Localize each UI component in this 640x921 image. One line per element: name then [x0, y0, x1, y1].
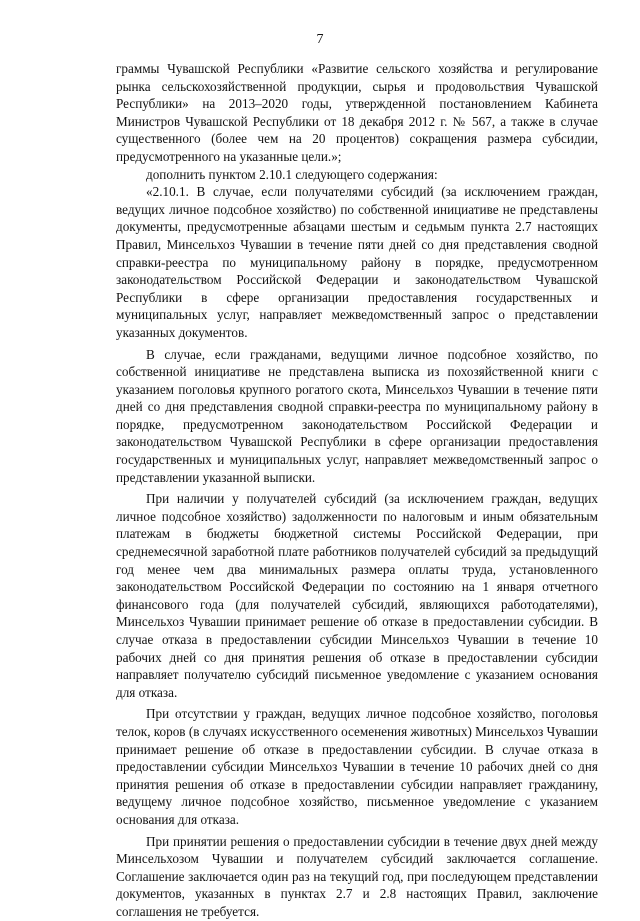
- paragraph-7: При принятии решения о предоставлении субсидии в течение двух дней между Минсельхозом Чувашии и получателем субсидий заключается соглашение. Соглашение заключается один раз на текущий год, при последующем представлении документов, указанных в пунктах 2.7 и 2.8 настоящих Правил, заключение соглашения не требуется.: [116, 833, 598, 919]
- paragraph-4: В случае, если гражданами, ведущими личное подсобное хозяйство, по собственной инициативе не представлена выписка из похозяйственной книги с указанием поголовья крупного рогатого скота, Минсельхоз Чувашии в течение пяти дней со дня представления сводной справки-реестра по муниципальному району в порядке, предусмотренном законодательством Российской Федерации и законодательством Чувашской Республики в сфере организации предоставления государственных и муниципальных услуг, направляет межведомственный запрос о представлении указанной выписки.: [116, 346, 598, 485]
- paragraph-5: При наличии у получателей субсидий (за исключением граждан, ведущих личное подсобное хозяйство) задолженности по налоговым и иным обязательным платежам в бюджеты бюджетной системы Российской Федерации, при среднемесячной заработной плате работников получателей субсидий за предыдущий год менее чем два минимальных размера оплаты труда, установленного законодательством Российской Федерации по состоянию на 1 января отчетного финансового года (для получателей субсидий, являющихся работодателями), Минсельхоз Чувашии принимает решение об отказе в предоставлении субсидии. В случае отказа в предоставлении субсидии Минсельхоз Чувашии в течение 10 рабочих дней со дня принятия решения об отказе в предоставлении субсидии направляет получателю субсидий письменное уведомление с указанием основания для отказа.: [116, 491, 598, 700]
- document-body: [116, 60, 598, 921]
- paragraph-2: дополнить пунктом 2.10.1 следующего содержания:: [146, 166, 438, 182]
- paragraph-1: граммы Чувашской Республики «Развитие сельского хозяйства и регулирование рынка сельскохозяйственной продукции, сырья и продовольствия Чувашской Республики» на 2013–2020 годы, утвержденной постановлением Кабинета Министров Чувашской Республики от 18 декабря 2012 г. № 567, а также в случае существенного (более чем на 20 процентов) сокращения размера субсидии, предусмотренного на указанные цели.»;: [116, 61, 598, 164]
- paragraph-6: При отсутствии у граждан, ведущих личное подсобное хозяйство, поголовья телок, коров (в случаях искусственного осеменения животных) Минсельхоз Чувашии принимает решение об отказе в предоставлении субсидии. В случае отказа в предоставлении субсидии Минсельхоз Чувашии в течение 10 рабочих дней со дня принятия решения об отказе в предоставлении субсидии направляет гражданину, ведущему личное подсобное хозяйство, письменное уведомление с указанием основания для отказа.: [116, 706, 598, 827]
- page-number: 7: [316, 32, 324, 47]
- paragraph-3: «2.10.1. В случае, если получателями субсидий (за исключением граждан, ведущих личное подсобное хозяйство) по собственной инициативе не представлены документы, предусмотренные абзацами шестым и седьмым пункта 2.7 настоящих Правил, Минсельхоз Чувашии в течение пяти дней со дня представления сводной справки-реестра по муниципальному району в порядке, предусмотренном законодательством Российской Федерации и законодательством Чувашской Республики в сфере организации предоставления государственных и муниципальных услуг, направляет межведомственный запрос о представлении указанных документов.: [116, 184, 598, 340]
